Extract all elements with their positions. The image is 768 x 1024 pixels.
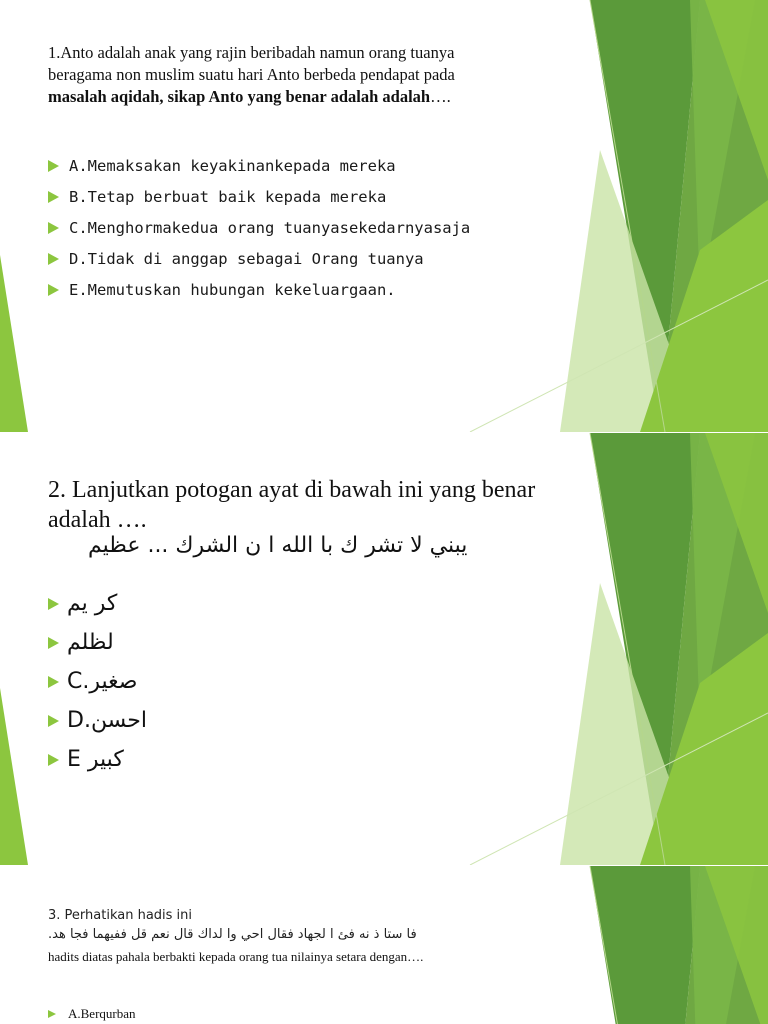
option-d [48,701,147,740]
green-geometric-decoration [0,866,768,1024]
bullet-icon [48,1010,56,1018]
option-a [48,584,147,623]
option-c-label: C.Menghormakedua orang tuanyasekedarnyasaja [69,218,471,237]
question-1-options [48,150,470,305]
option-e-label: E كبير [67,747,124,772]
option-b-label: B.Tetap berbuat baik kepada mereka [69,187,387,206]
bullet-icon [48,222,59,234]
option-c [48,662,147,701]
option-a [48,1006,136,1022]
bullet-icon [48,253,59,265]
question-1-line-3-bold: masalah aqidah, sikap Anto yang benar adalah adalah [48,87,431,106]
option-b [48,181,470,212]
question-1 [48,42,568,108]
slide-3 [0,866,768,1024]
option-b [48,623,147,662]
bullet-icon [48,754,59,766]
option-b-label: لظلم [67,630,114,655]
question-2-arabic-verse: يبني لا تشر ك با الله ا ن الشرك ... عظيم [88,533,468,558]
bullet-icon [48,160,59,172]
option-a-label: كر يم [67,591,118,616]
option-d-label: D.Tidak di anggap sebagai Orang tuanya [69,249,424,268]
question-2-options [48,584,147,779]
question-1-line-2: beragama non muslim suatu hari Anto berbeda pendapat pada [48,65,455,84]
option-a-label: A.Memaksakan keyakinankepada mereka [69,156,396,175]
option-e [48,274,470,305]
bullet-icon [48,284,59,296]
option-c-label: C.صغير [67,669,138,694]
question-3: hadits diatas pahala berbakti kepada orang tua nilainya setara dengan…. [48,949,424,964]
bullet-icon [48,191,59,203]
bullet-icon [48,676,59,688]
option-d [48,243,470,274]
bullet-icon [48,598,59,610]
bullet-icon [48,637,59,649]
option-e [48,740,147,779]
slide-1 [0,0,768,432]
question-2: 2. Lanjutkan potogan ayat di bawah ini yang benar adalah …. [48,477,536,533]
question-1-line-1: 1.Anto adalah anak yang rajin beribadah namun orang tuanya [48,43,455,62]
option-e-label: E.Memutuskan hubungan kekeluargaan. [69,280,396,299]
option-a [48,150,470,181]
question-3-arabic-hadith: فا ستا ذ نه فئ ا لجهاد فقال احي وا لداك قال نعم قل ففيهما فجا هد. [48,927,417,942]
option-a-label: A.Berqurban [68,1006,136,1021]
bullet-icon [48,715,59,727]
option-c [48,212,470,243]
question-1-ellipsis: …. [430,87,451,106]
question-3-options [48,1006,136,1022]
option-d-label: D.احسن [67,708,148,733]
slide-1-content [0,0,768,432]
question-1-line-3 [48,86,568,108]
question-3-title: 3. Perhatikan hadis ini [48,908,193,923]
